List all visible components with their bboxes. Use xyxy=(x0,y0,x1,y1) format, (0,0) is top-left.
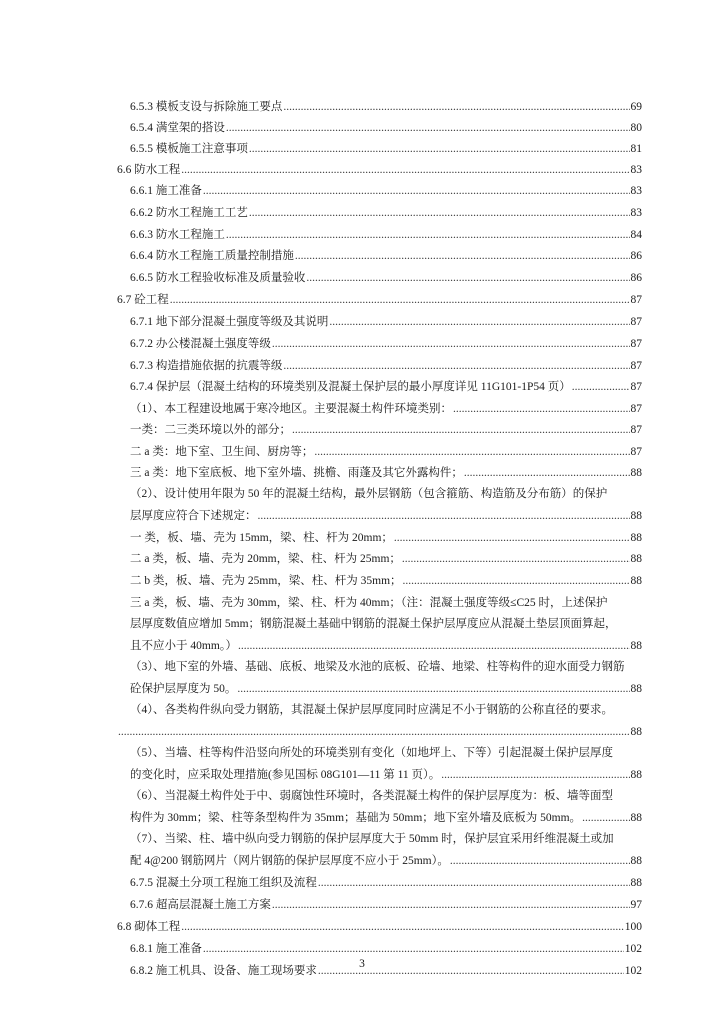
toc-continuation-text xyxy=(130,484,642,504)
toc-entry-title: 6.8.2 施工机具、设备、施工现场要求 xyxy=(130,965,317,977)
toc-entry-page: 88 xyxy=(630,553,642,565)
toc-entry-title: 一类：二三类环境以外的部分； xyxy=(130,424,291,436)
dot-leader xyxy=(582,808,629,828)
dot-leader xyxy=(170,290,630,310)
toc-continuation-text xyxy=(130,614,652,634)
toc-entry xyxy=(117,290,642,310)
toc-entry xyxy=(130,939,642,959)
dot-leader xyxy=(292,420,630,440)
toc-entry-title: 二 b 类，板、墙、壳为 25mm，梁、柱、杆为 35mm； xyxy=(130,575,402,587)
toc-continuation-text xyxy=(130,743,652,763)
toc-entry xyxy=(130,377,642,397)
toc-entry xyxy=(130,420,642,440)
toc-entry-page: 84 xyxy=(630,229,642,241)
toc-entry xyxy=(130,506,642,526)
dot-leader xyxy=(203,181,630,201)
dot-leader xyxy=(237,679,629,699)
toc-entry-page: 88 xyxy=(630,532,642,544)
toc-entry-title: 6.7.4 保护层（混凝土结构的环境类别及混凝土保护层的最小厚度详见 11G101-1P54 页） xyxy=(130,381,571,393)
dot-leader xyxy=(318,873,630,893)
toc-entry-page: 87 xyxy=(630,338,642,350)
dot-leader xyxy=(258,506,630,526)
toc-entry-title: 6.7.1 地下部分混凝土强度等级及其说明 xyxy=(130,316,329,328)
toc-entry xyxy=(130,873,642,893)
toc-entry-title: 层厚度应符合下述规定： xyxy=(130,510,257,522)
toc-entry xyxy=(130,808,642,828)
toc-entry xyxy=(130,636,642,656)
toc-entry xyxy=(130,203,642,223)
toc-entry-page: 69 xyxy=(630,101,642,113)
toc-entry-title: 6.5.5 模板施工注意事项 xyxy=(130,143,248,155)
toc-entry-title: 6.6 防水工程 xyxy=(117,164,181,176)
dot-leader xyxy=(402,549,630,569)
toc-entry xyxy=(130,442,642,462)
toc-entry-page: 88 xyxy=(630,855,642,867)
toc-entry-page: 102 xyxy=(624,943,642,955)
toc-entry-page: 83 xyxy=(630,185,642,197)
toc-entry xyxy=(130,246,642,266)
dot-leader xyxy=(249,203,630,223)
toc-entry xyxy=(130,181,642,201)
dot-leader xyxy=(283,97,629,117)
page-number: 3 xyxy=(359,958,365,970)
toc-entry-title: 的变化时，应采取处理措施(参见国标 08G101—11 第 11 页）。 xyxy=(130,769,441,781)
toc-entry-title: 6.6.4 防水工程施工质量控制措施 xyxy=(130,250,294,262)
toc-entry-page: 100 xyxy=(624,921,642,933)
toc-entry-page: 87 xyxy=(630,381,642,393)
toc-entry-page: 88 xyxy=(630,510,642,522)
toc-entry-page: 81 xyxy=(630,143,642,155)
toc-entry-title: 6.6.1 施工准备 xyxy=(130,185,202,197)
toc-entry-title: 6.8.1 施工准备 xyxy=(130,943,202,955)
toc-entry xyxy=(130,268,642,288)
toc-text: （3）、地下室的外墙、基础、底板、地梁及水池的底板、砼墙、地梁、柱等构件的迎水面受力钢筋 xyxy=(130,661,625,673)
toc-entry-page: 87 xyxy=(630,446,642,458)
toc-continuation-text xyxy=(130,657,652,677)
toc-text: （4）、各类构件纵向受力钢筋，其混凝土保护层厚度同时应满足不小于钢筋的公称直径的要求。 xyxy=(130,704,613,716)
toc-entry xyxy=(130,528,642,548)
toc-entry-title: 6.7 砼工程 xyxy=(117,294,169,306)
toc-entry-page: 80 xyxy=(630,122,642,134)
toc-entry-page: 87 xyxy=(630,403,642,415)
toc-entry-title: 且不应小于 40mm。） xyxy=(130,640,238,652)
toc-text: 三 a 类，板、墙、壳为 30mm，梁、柱、杆为 40mm；（注：混凝土强度等级≤C25 时，上述保护 xyxy=(130,597,608,609)
toc-entry xyxy=(130,334,642,354)
toc-entry-page: 87 xyxy=(630,294,642,306)
dot-leader xyxy=(118,722,630,742)
toc-entry-title: 二 a 类：地下室、卫生间、厨房等； xyxy=(130,446,314,458)
dot-leader xyxy=(295,246,630,266)
toc-entry-page: 97 xyxy=(630,899,642,911)
toc-text: （7）、当梁、柱、墙中纵向受力钢筋的保护层厚度大于 50mm 时，保护层宜采用纤维混凝土或加 xyxy=(130,833,614,845)
toc-entry-page: 88 xyxy=(630,575,642,587)
toc-entry xyxy=(130,851,642,871)
toc-entry-title: 三 a 类：地下室底板、地下室外墙、挑檐、雨蓬及其它外露构件； xyxy=(130,467,463,479)
toc-entry-page: 88 xyxy=(630,640,642,652)
toc-entry-title: 6.8 砌体工程 xyxy=(117,921,181,933)
toc-entry xyxy=(130,895,642,915)
toc-entry xyxy=(130,571,642,591)
toc-entry-page: 88 xyxy=(630,683,642,695)
dot-leader xyxy=(226,118,630,138)
toc-entry xyxy=(117,160,642,180)
toc-entry-title: 6.5.3 模板支设与拆除施工要点 xyxy=(130,101,283,113)
dot-leader xyxy=(572,377,630,397)
toc-entry xyxy=(130,97,642,117)
toc-entry-title: 一 类，板、墙、壳为 15mm，梁、柱、杆为 20mm； xyxy=(130,532,393,544)
toc-entry-page: 88 xyxy=(630,812,642,824)
dot-leader xyxy=(453,399,630,419)
toc-entry-page: 88 xyxy=(630,769,642,781)
dot-leader xyxy=(272,895,630,915)
toc-continuation-text xyxy=(130,829,652,849)
toc-entry xyxy=(130,139,642,159)
toc-continuation-text xyxy=(130,700,652,720)
dot-leader xyxy=(238,636,629,656)
dot-leader xyxy=(314,442,629,462)
dot-leader xyxy=(283,356,629,376)
toc-entry-title: 6.5.4 满堂架的搭设 xyxy=(130,122,225,134)
toc-entry-title: 构件为 30mm；梁、柱等条型构件为 35mm；基础为 50mm；地下室外墙及底板为 50mm。 xyxy=(130,812,582,824)
dot-leader xyxy=(272,334,630,354)
dot-leader xyxy=(226,225,630,245)
toc-entry-page: 86 xyxy=(630,272,642,284)
toc-entry-title: 6.7.5 混凝土分项工程施工组织及流程 xyxy=(130,877,317,889)
toc-entry-page: 87 xyxy=(630,360,642,372)
toc-continuation-text xyxy=(130,593,642,613)
toc-text: 层厚度数值应增加 5mm；钢筋混凝土基础中钢筋的混凝土保护层厚度应从混凝土垫层顶面算起， xyxy=(130,618,617,630)
toc-entry-title: （1）、本工程建设地属于寒冷地区。主要混凝土构件环境类别： xyxy=(130,403,452,415)
dot-leader xyxy=(441,765,629,785)
toc-entry-page: 87 xyxy=(630,424,642,436)
dot-leader xyxy=(464,463,630,483)
toc-entry-title: 砼保护层厚度为 50。 xyxy=(130,683,237,695)
toc-entry-title: 配 4@200 钢筋网片（网片钢筋的保护层厚度不应小于 25mm）。 xyxy=(130,855,449,867)
dot-leader xyxy=(306,268,629,288)
toc-entry xyxy=(130,463,642,483)
toc-entry-title: 二 a 类，板、墙、壳为 20mm，梁、柱、杆为 25mm； xyxy=(130,553,401,565)
toc-entry-title: 6.6.3 防水工程施工 xyxy=(130,229,225,241)
toc-entry-page: 88 xyxy=(630,726,642,738)
toc-entry xyxy=(130,549,642,569)
toc-continuation-text xyxy=(130,786,652,806)
toc-entry-page: 87 xyxy=(630,316,642,328)
toc-entry xyxy=(117,917,642,937)
toc-text: （5）、当墙、柱等构件沿竖向所处的环境类别有变化（如地坪上、下等）引起混凝土保护层厚度 xyxy=(130,747,613,759)
toc-entry xyxy=(130,312,642,332)
toc-entry-page: 86 xyxy=(630,250,642,262)
dot-leader xyxy=(329,312,629,332)
dot-leader xyxy=(181,160,629,180)
toc-entry-title: 6.7.2 办公楼混凝土强度等级 xyxy=(130,338,271,350)
toc-text: （2）、设计使用年限为 50 年的混凝土结构，最外层钢筋（包含箍筋、构造筋及分布筋）的保护 xyxy=(130,488,608,500)
toc-entry-page: 88 xyxy=(630,877,642,889)
toc-entry-title: 6.6.2 防水工程施工工艺 xyxy=(130,207,248,219)
toc-entry xyxy=(130,399,642,419)
toc-text: （6）、当混凝土构件处于中、弱腐蚀性环境时，各类混凝土构件的保护层厚度为：板、墙等面型 xyxy=(130,790,613,802)
toc-entry-page: 102 xyxy=(624,965,642,977)
toc-entry-title: 6.6.5 防水工程验收标准及质量验收 xyxy=(130,272,306,284)
dot-leader xyxy=(403,571,630,591)
toc-entry-title: 6.7.3 构造措施依据的抗震等级 xyxy=(130,360,283,372)
toc-entry xyxy=(130,356,642,376)
toc-entry-page: 83 xyxy=(630,207,642,219)
toc-entry-page: 83 xyxy=(630,164,642,176)
toc-entry xyxy=(130,225,642,245)
dot-leader xyxy=(181,917,624,937)
dot-leader xyxy=(203,939,624,959)
toc-entry xyxy=(130,679,642,699)
toc-entry xyxy=(130,765,642,785)
dot-leader xyxy=(450,851,630,871)
toc-entry xyxy=(130,118,642,138)
toc-entry xyxy=(117,722,642,742)
toc-entry-title: 6.7.6 超高层混凝土施工方案 xyxy=(130,899,271,911)
dot-leader xyxy=(249,139,630,159)
toc-entry-page: 88 xyxy=(630,467,642,479)
dot-leader xyxy=(394,528,630,548)
